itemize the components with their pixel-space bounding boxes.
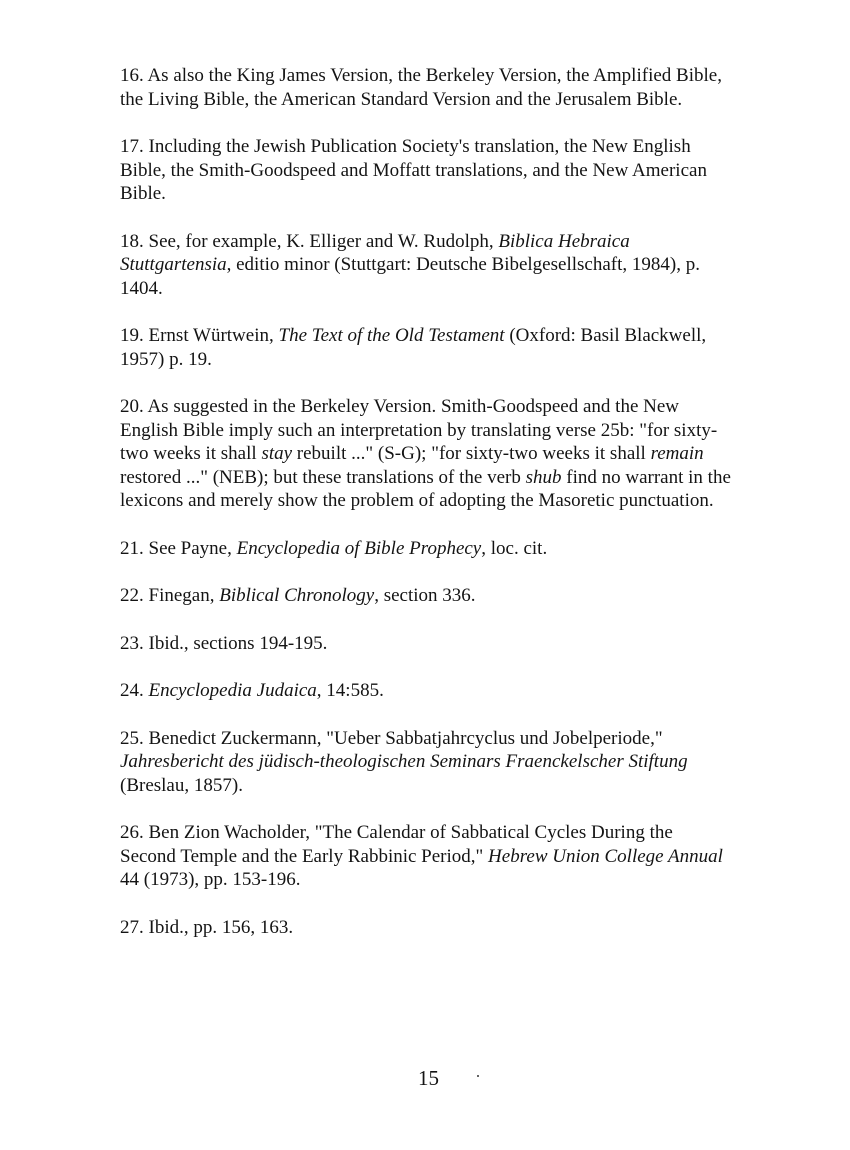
note-text: 22. Finegan, [120, 585, 220, 606]
note-text: (Breslau, 1857). [120, 774, 243, 796]
note-title-italic: The Text of the Old Testament [278, 325, 505, 346]
note-text: , section 336. [374, 585, 476, 606]
endnote [120, 395, 732, 513]
note-text: 21. See Payne, [120, 537, 237, 559]
endnote [120, 324, 732, 371]
note-title-italic: Encyclopedia Judaica [148, 680, 317, 701]
note-title-italic: Biblica Hebraica Stuttgartensia [120, 230, 630, 275]
note-text: , 14:585. [316, 680, 384, 701]
endnote [120, 727, 732, 798]
endnote [120, 821, 732, 892]
note-text: 27. Ibid., pp. 156, 163. [120, 916, 294, 938]
endnote [120, 916, 732, 940]
note-title-italic: Biblical Chronology [219, 585, 375, 606]
endnote [120, 679, 732, 703]
scan-speck [477, 1075, 479, 1077]
note-text: 25. Benedict Zuckermann, "Ueber Sabbatjahrcyclus und Jobelperiode," [120, 727, 663, 749]
note-text: 26. Ben Zion Wacholder, "The Calendar of Sabbatical Cycles During the Second Temple and the Early Rabbinic Period," [120, 822, 673, 867]
endnote [120, 230, 732, 301]
note-text: find no warrant in the lexicons and merely show the problem of adopting the Masoretic punctuation. [120, 466, 731, 511]
note-text: 24. [120, 680, 149, 701]
note-title-italic: Encyclopedia of Bible Prophecy [236, 537, 482, 559]
endnote [120, 632, 732, 656]
note-text: 23. Ibid., sections 194-195. [120, 632, 328, 654]
note-text: 18. See, for example, K. Elliger and W. Rudolph, [120, 230, 499, 252]
note-text: rebuilt ..." (S-G); "for sixty-two weeks it shall [292, 443, 651, 464]
note-text: 19. Ernst Würtwein, [120, 325, 279, 346]
page-number: 15 [418, 1066, 439, 1090]
endnote [120, 584, 732, 608]
note-word-italic: remain [650, 443, 704, 464]
note-text: 16. As also the King James Version, the Berkeley Version, the Amplified Bible, the Living Bible, the American Standard Version and the Jerusalem Bible. [120, 65, 722, 110]
note-text: , editio minor (Stuttgart: Deutsche Bibelgesellschaft, 1984), p. 1404. [120, 254, 700, 299]
note-text: restored ..." (NEB); but these translations of the verb [120, 466, 526, 488]
endnote [120, 537, 732, 561]
note-text: 20. As suggested in the Berkeley Version. Smith-Goodspeed and the New English Bible imply such an interpretation by translating verse 25b: "for sixty-two weeks it shall [120, 396, 718, 464]
note-text: 17. Including the Jewish Publication Society's translation, the New English Bible, the Smith-Goodspeed and Moffatt translations, and the New American Bible. [120, 136, 707, 204]
note-text: 44 (1973), pp. 153-196. [120, 869, 301, 890]
note-title-italic: Jahresbericht des jüdisch-theologischen Seminars Fraenckelscher Stiftung [120, 751, 688, 772]
note-title-italic: Hebrew Union College Annual [488, 845, 723, 867]
endnotes-list [120, 64, 732, 963]
endnote [120, 64, 732, 111]
note-word-italic: shub [525, 466, 562, 488]
note-word-italic: stay [261, 443, 293, 464]
note-text: , loc. cit. [481, 537, 548, 559]
endnote [120, 135, 732, 206]
note-text: (Oxford: Basil Blackwell, 1957) p. 19. [120, 325, 707, 370]
